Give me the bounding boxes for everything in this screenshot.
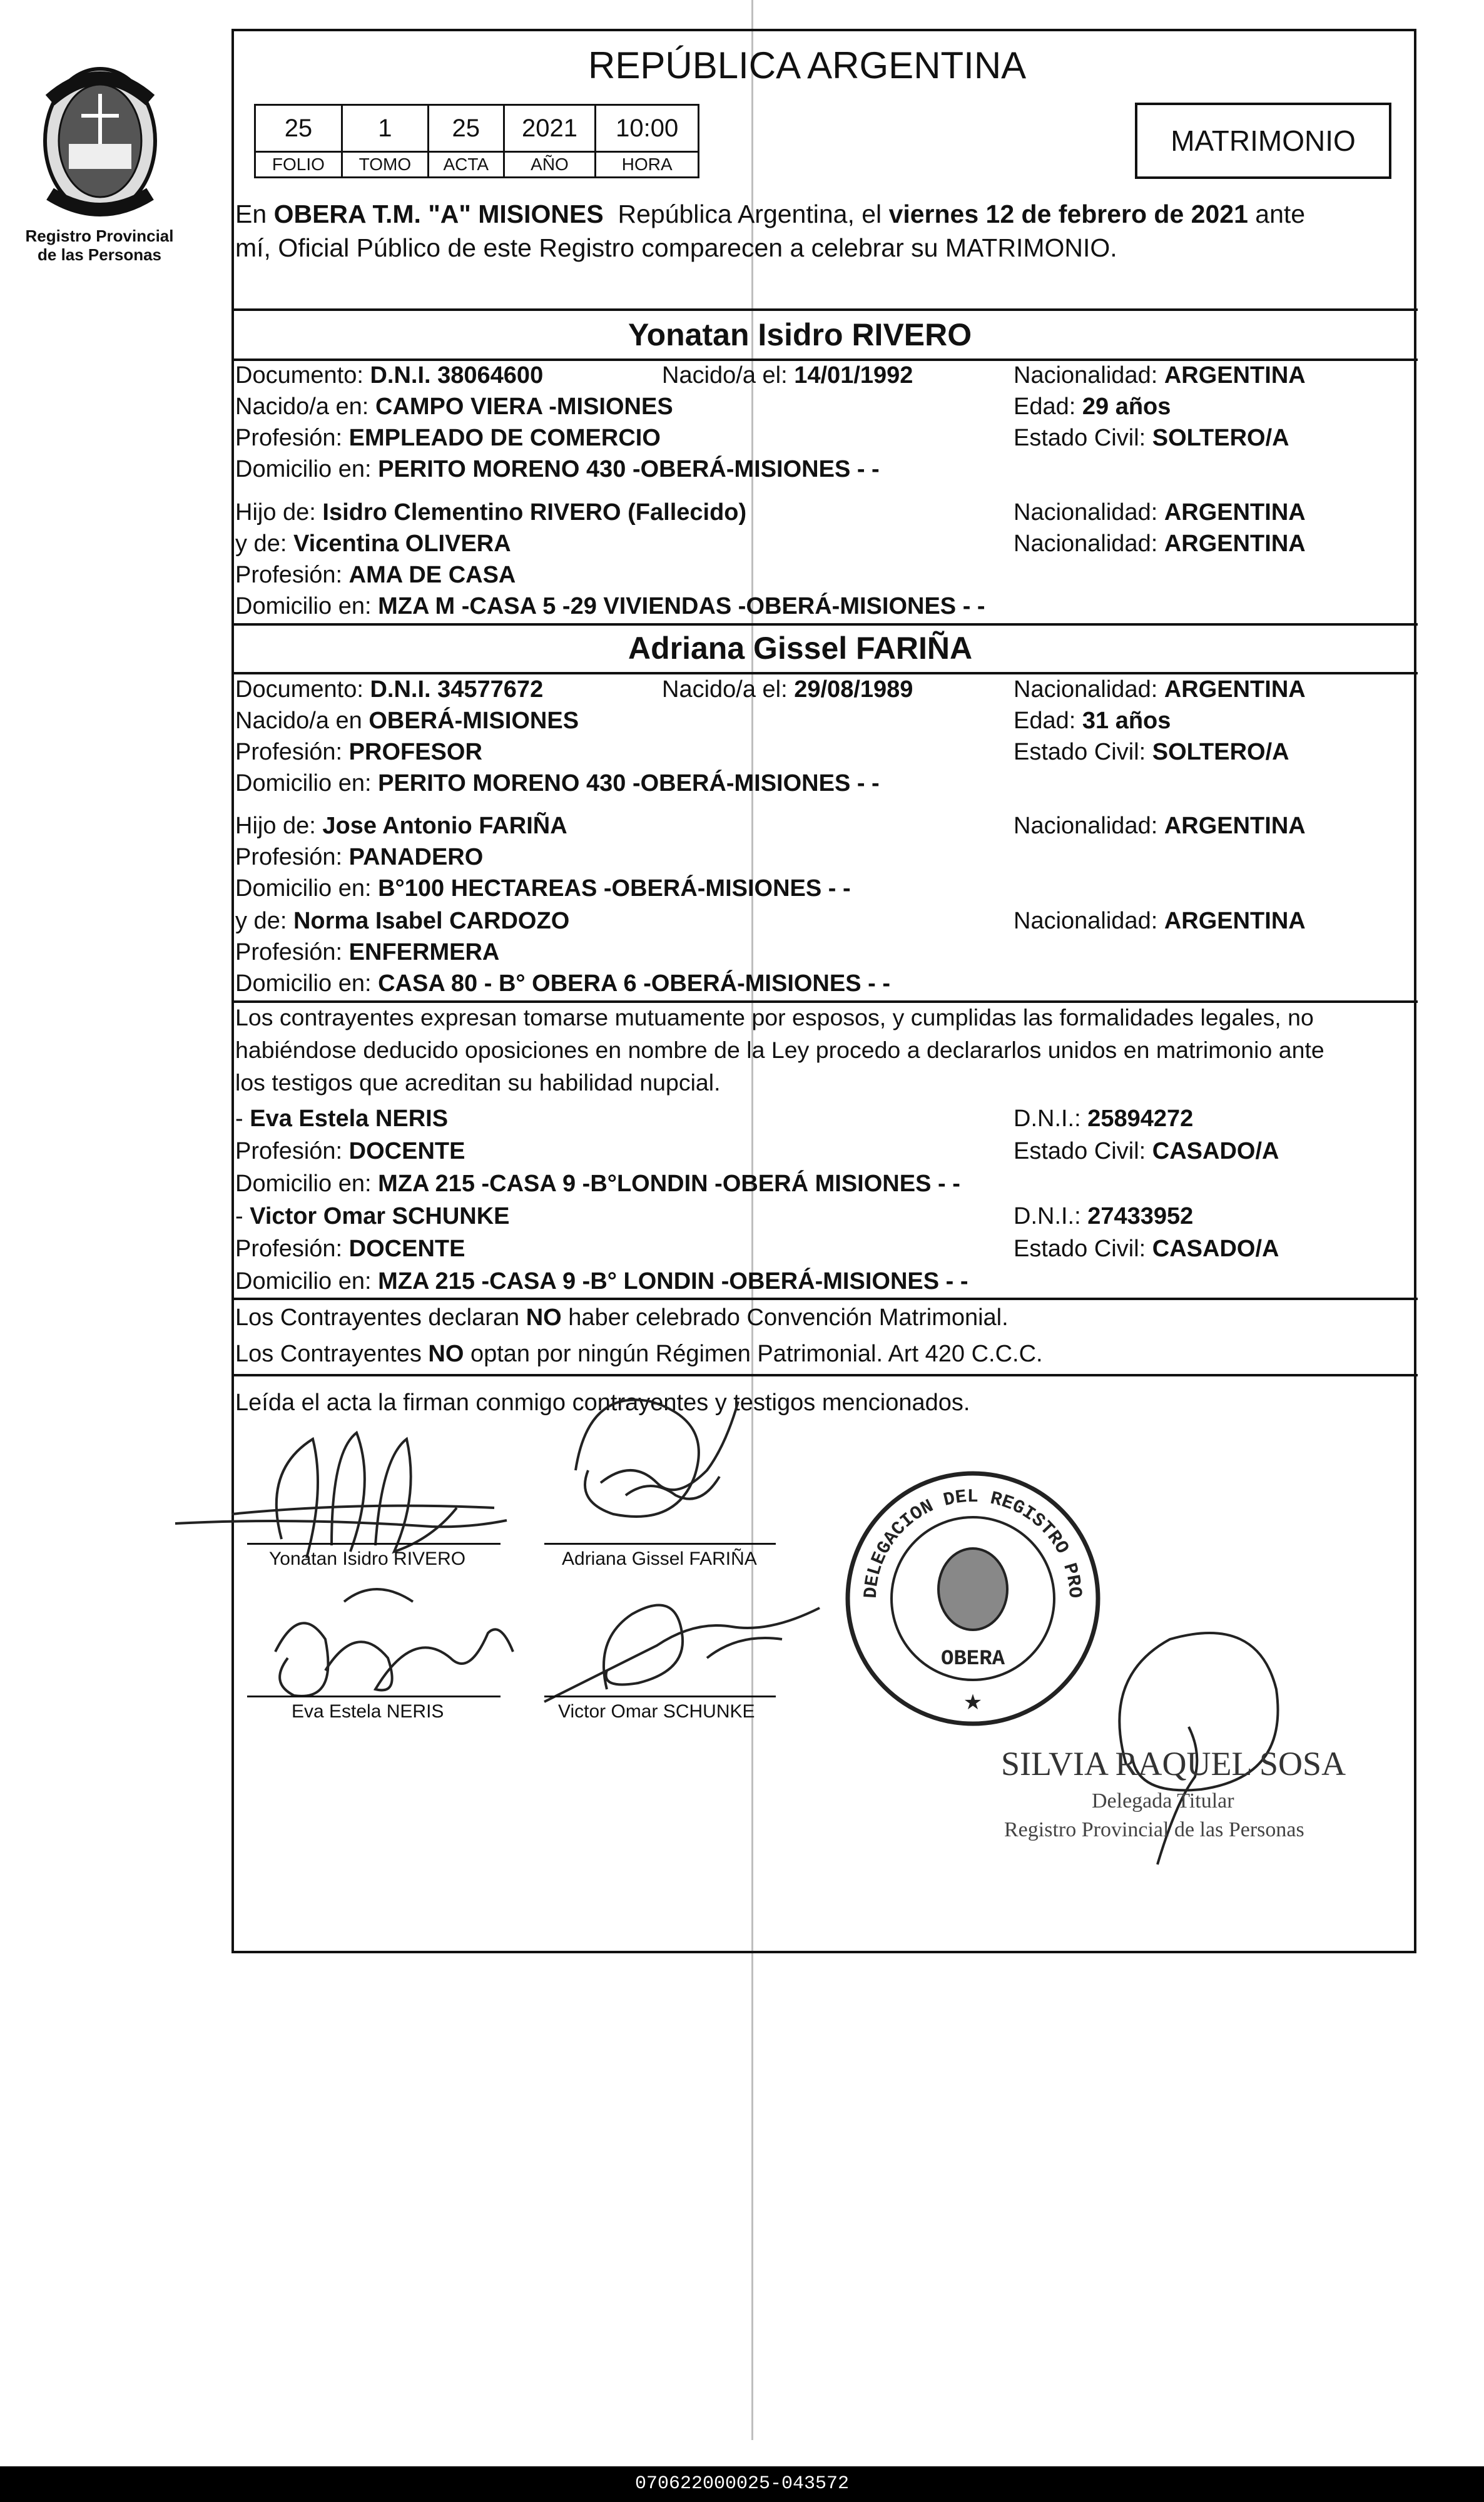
doc-type-box <box>1135 103 1391 179</box>
province-seal-logo <box>31 56 169 219</box>
groom-born: Nacido/a el: 14/01/1992 <box>662 362 913 389</box>
groom-profession: Profesión: EMPLEADO DE COMERCIO <box>235 425 661 451</box>
logo-label: Registro Provincial <box>25 226 174 245</box>
anio-value: 2021 <box>504 105 596 152</box>
document-code-bar <box>0 2466 1484 2502</box>
groom-mother-nationality: Nacionalidad: ARGENTINA <box>1014 531 1306 557</box>
record-box <box>254 104 699 178</box>
witness-2-profession: Profesión: DOCENTE <box>235 1236 465 1262</box>
witness-2-name: - Victor Omar SCHUNKE <box>235 1203 510 1229</box>
sig-label-victor: Victor Omar SCHUNKE <box>558 1701 755 1722</box>
bride-name: Adriana Gissel FARIÑA <box>628 631 973 666</box>
groom-name: Yonatan Isidro RIVERO <box>628 317 972 352</box>
groom-civil-status: Estado Civil: SOLTERO/A <box>1014 425 1289 451</box>
bride-father-address: Domicilio en: B°100 HECTAREAS -OBERÁ-MISIONES - - <box>235 875 851 902</box>
groom-age: Edad: 29 años <box>1014 394 1171 420</box>
tomo-value: 1 <box>342 105 428 152</box>
signatures-intro: Leída el acta la firman conmigo contrayentes y testigos mencionados. <box>235 1390 970 1416</box>
acta-value: 25 <box>428 105 504 152</box>
divider <box>233 359 1418 361</box>
svg-text:OBERA: OBERA <box>940 1647 1005 1671</box>
hora-label: HORA <box>596 152 699 178</box>
divider <box>233 1298 1418 1300</box>
official-org: Registro Provincial de las Personas <box>1004 1818 1304 1841</box>
bride-mother-address: Domicilio en: CASA 80 - B° OBERA 6 -OBERÁ-MISIONES - - <box>235 970 890 997</box>
intro-line-2: mí, Oficial Público de este Registro comparecen a celebrar su MATRIMONIO. <box>235 233 1117 262</box>
groom-father: Hijo de: Isidro Clementino RIVERO (Fallecido) <box>235 499 747 526</box>
hora-value: 10:00 <box>596 105 699 152</box>
svg-text:★: ★ <box>963 1690 983 1715</box>
groom-mother: y de: Vicentina OLIVERA <box>235 531 511 557</box>
signature-adriana <box>551 1376 763 1552</box>
groom-mother-profession: Profesión: AMA DE CASA <box>235 562 516 588</box>
groom-doc: Documento: D.N.I. 38064600 <box>235 362 544 389</box>
witness-1-dni: D.N.I.: 25894272 <box>1014 1106 1194 1132</box>
anio-label: AÑO <box>504 152 596 178</box>
doc-type: MATRIMONIO <box>1171 125 1356 157</box>
signature-line <box>544 1543 776 1545</box>
witness-2-address: Domicilio en: MZA 215 -CASA 9 -B° LONDIN -OBERÁ-MISIONES - - <box>235 1268 968 1294</box>
folio-value: 25 <box>255 105 342 152</box>
bride-birthplace: Nacido/a en OBERÁ-MISIONES <box>235 708 579 734</box>
intro-line-1: En OBERA T.M. "A" MISIONES República Argentina, el viernes 12 de febrero de 2021 ante <box>235 200 1306 228</box>
svg-text:DELEGACION DEL REGISTRO PROVIN: DELEGACION DEL REGISTRO PRO <box>860 1486 1085 1599</box>
groom-address: Domicilio en: PERITO MORENO 430 -OBERÁ-MISIONES - - <box>235 456 880 482</box>
bride-father: Hijo de: Jose Antonio FARIÑA <box>235 813 567 839</box>
signature-line <box>247 1543 501 1545</box>
regime-line-1: Los Contrayentes declaran NO haber celebrado Convención Matrimonial. <box>235 1304 1009 1331</box>
document-title: REPÚBLICA ARGENTINA <box>588 44 1027 86</box>
bride-profession: Profesión: PROFESOR <box>235 739 482 765</box>
divider <box>233 1000 1418 1003</box>
divider <box>233 308 1418 311</box>
witness-1-profession: Profesión: DOCENTE <box>235 1138 465 1164</box>
divider <box>233 623 1418 626</box>
bride-mother: y de: Norma Isabel CARDOZO <box>235 908 570 934</box>
witness-1-name: - Eva Estela NERIS <box>235 1106 449 1132</box>
regime-line-2: Los Contrayentes NO optan por ningún Régimen Patrimonial. Art 420 C.C.C. <box>235 1341 1043 1367</box>
bride-civil-status: Estado Civil: SOLTERO/A <box>1014 739 1289 765</box>
bride-father-profession: Profesión: PANADERO <box>235 844 484 870</box>
document-code: 070622000025-043572 <box>634 2473 850 2494</box>
divider <box>233 1374 1418 1376</box>
witness-2-civil-status: Estado Civil: CASADO/A <box>1014 1236 1279 1262</box>
divider <box>233 672 1418 674</box>
groom-nationality: Nacionalidad: ARGENTINA <box>1014 362 1306 389</box>
bride-nationality: Nacionalidad: ARGENTINA <box>1014 676 1306 703</box>
sig-label-eva: Eva Estela NERIS <box>292 1701 444 1722</box>
bride-mother-nationality: Nacionalidad: ARGENTINA <box>1014 908 1306 934</box>
declaration-line-2: habiéndose deducido oposiciones en nombre de la Ley procedo a declararlos unidos en matrimonio ante <box>235 1037 1324 1063</box>
folio-label: FOLIO <box>255 152 342 178</box>
witness-2-dni: D.N.I.: 27433952 <box>1014 1203 1194 1229</box>
bride-mother-profession: Profesión: ENFERMERA <box>235 939 500 965</box>
declaration-line-3: los testigos que acreditan su habilidad nupcial. <box>235 1069 721 1096</box>
declaration-line-1: Los contrayentes expresan tomarse mutuamente por esposos, y cumplidas las formalidades legales, no <box>235 1004 1314 1030</box>
bride-address: Domicilio en: PERITO MORENO 430 -OBERÁ-MISIONES - - <box>235 770 880 796</box>
witness-1-civil-status: Estado Civil: CASADO/A <box>1014 1138 1279 1164</box>
tomo-label: TOMO <box>342 152 428 178</box>
witness-1-address: Domicilio en: MZA 215 -CASA 9 -B°LONDIN -OBERÁ MISIONES - - <box>235 1171 960 1197</box>
sig-label-adriana: Adriana Gissel FARIÑA <box>562 1548 757 1569</box>
groom-parents-address: Domicilio en: MZA M -CASA 5 -29 VIVIENDAS -OBERÁ-MISIONES - - <box>235 593 985 619</box>
acta-label: ACTA <box>428 152 504 178</box>
official-stamp <box>838 1464 1107 1733</box>
logo-label: de las Personas <box>38 245 161 264</box>
signature-line <box>544 1696 776 1697</box>
sig-label-yonatan: Yonatan Isidro RIVERO <box>269 1548 466 1569</box>
groom-father-nationality: Nacionalidad: ARGENTINA <box>1014 499 1306 526</box>
bride-age: Edad: 31 años <box>1014 708 1171 734</box>
bride-born: Nacido/a el: 29/08/1989 <box>662 676 913 703</box>
official-name: SILVIA RAQUEL SOSA <box>1001 1745 1346 1782</box>
official-role: Delegada Titular <box>1092 1789 1234 1813</box>
bride-father-nationality: Nacionalidad: ARGENTINA <box>1014 813 1306 839</box>
signature-line <box>247 1696 501 1697</box>
bride-doc: Documento: D.N.I. 34577672 <box>235 676 544 703</box>
groom-birthplace: Nacido/a en: CAMPO VIERA -MISIONES <box>235 394 673 420</box>
